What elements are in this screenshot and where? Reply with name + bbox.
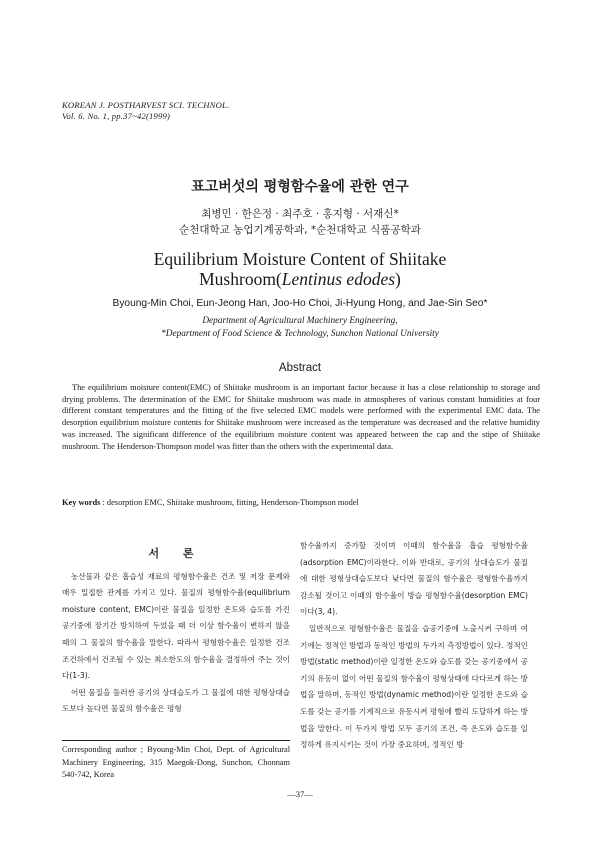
english-affiliation-line1: Department of Agricultural Machinery Engineering, <box>202 316 398 326</box>
left-column <box>62 538 290 718</box>
intro-paragraph-1: 농산물과 같은 흡습성 재료의 평형함수율은 건조 및 저장 문제와 매우 밀접한 관계를 가지고 있다. 물질의 평형함수율(equilibrium moisture content, EMC)이란 물질을 일정한 온도와 습도를 가진 공기중에 장기간 방치하여 두었을 때 더 이상 함수율이 변하지 않을 때의 그 물질의 함수율을 말한다. 따라서 평형함수율은 일정한 건조 조건하에서 건조될 수 있는 최소한도의 함수율을 결정하여 주는 것이다(1-3). <box>62 571 290 681</box>
korean-title: 표고버섯의 평형함수율에 관한 연구 <box>191 179 409 195</box>
korean-affiliation: 순천대학교 농업기계공학과, *순천대학교 식품공학과 <box>179 224 421 236</box>
journal-volume: Vol. 6. No. 1, pp.37~42(1999) <box>62 111 171 121</box>
footnote-divider <box>62 740 290 741</box>
korean-authors-block <box>0 206 600 238</box>
english-authors: Byoung-Min Choi, Eun-Jeong Han, Joo-Ho Choi, Ji-Hyung Hong, and Jae-Sin Seo* <box>112 298 488 309</box>
english-title-line1: Equilibrium Moisture Content of Shiitake <box>153 249 447 269</box>
abstract-heading: Abstract <box>278 362 322 374</box>
english-title-prefix: Mushroom( <box>199 269 282 289</box>
keywords-label: Key words <box>62 498 101 507</box>
korean-authors: 최병민 · 한은정 · 최주호 · 홍지형 · 서재신* <box>201 208 399 220</box>
english-title-line2 <box>0 269 600 289</box>
keywords <box>62 498 540 507</box>
english-title-suffix: ) <box>395 269 401 289</box>
english-title <box>0 249 600 289</box>
right-column <box>300 538 528 754</box>
english-affiliation <box>0 315 600 341</box>
corresponding-author-footnote: Corresponding author ; Byoung-Min Choi, Dept. of Agricultural Machinery Engineering, 315 Maegok-Dong, Sunchon, Chonnam 540-742, Korea <box>62 745 290 779</box>
journal-name: KOREAN J. POSTHARVEST SCI. TECHNOL. <box>62 100 230 110</box>
species-name: Lentinus edodes <box>281 269 396 289</box>
keywords-text: : desorption EMC, Shiitake mushroom, fitting, Henderson-Thompson model <box>100 498 359 507</box>
intro-paragraph-2: 어떤 물질을 둘러싼 공기의 상대습도가 그 물질에 대한 평형상대습도보다 높다면 물질의 함수율은 평형 <box>62 687 290 714</box>
introduction-heading: 서 론 <box>148 547 204 560</box>
journal-header <box>62 100 229 122</box>
page-number: —37— <box>287 789 313 799</box>
intro-paragraph-3: 일반적으로 평형함수율은 물질을 습공기중에 노출시켜 구하며 여기에는 정적인 방법과 동적인 방법의 두가지 측정방법이 있다. 정적인 방법(static method)이란 일정한 온도와 습도를 갖는 공기중에서 공기의 유동이 없이 어떤 물질의 함수율이 평형상태에 다다르게 하는 방법을 말하며, 동적인 방법(dynamic method)이란 일정한 온도와 습도를 갖는 공기를 기계적으로 유동시켜 평형에 빨리 도달하게 하는 방법을 말한다. 이 두가지 방법 모두 공기의 조건, 즉 온도와 습도를 일정하게 유지시키는 것이 가장 중요하며, 정적인 방 <box>300 623 528 750</box>
intro-paragraph-2-continued: 함수율까지 증가할 것이며 이때의 함수율을 흡습 평형함수율(adsorption EMC)이라한다. 이와 반대로, 공기의 상대습도가 물질에 대한 평형상대습도보다 낮다면 물질의 함수율은 평형함수율까지 감소될 것이고 이때의 함수율이 방습 평형함수율(desorption EMC)이다(3, 4). <box>300 541 528 617</box>
english-affiliation-line2: *Department of Food Science & Technology, Sunchon National University <box>161 329 439 339</box>
abstract-text: The equilibrium moisture content(EMC) of Shiitake mushroom is an important factor because it has a close relationship to storage and drying problems. The determination of the EMC for Shiitake mushroom was made in atmospheres of various constant humidities at four different constant temperatures and the fitting of the five selected EMC models were performed with the experimental EMC data. The desorption equilibrium moisture contents for Shiitake mushroom were increased as the temperature was decreased and the relative humidity was increased. The significant difference of the equilibrium moisture content was appeared between the cap and the stipe of Shiitake mushroom. The Henderson-Thompson model was fitter than the others with the experimental data. <box>62 383 540 451</box>
